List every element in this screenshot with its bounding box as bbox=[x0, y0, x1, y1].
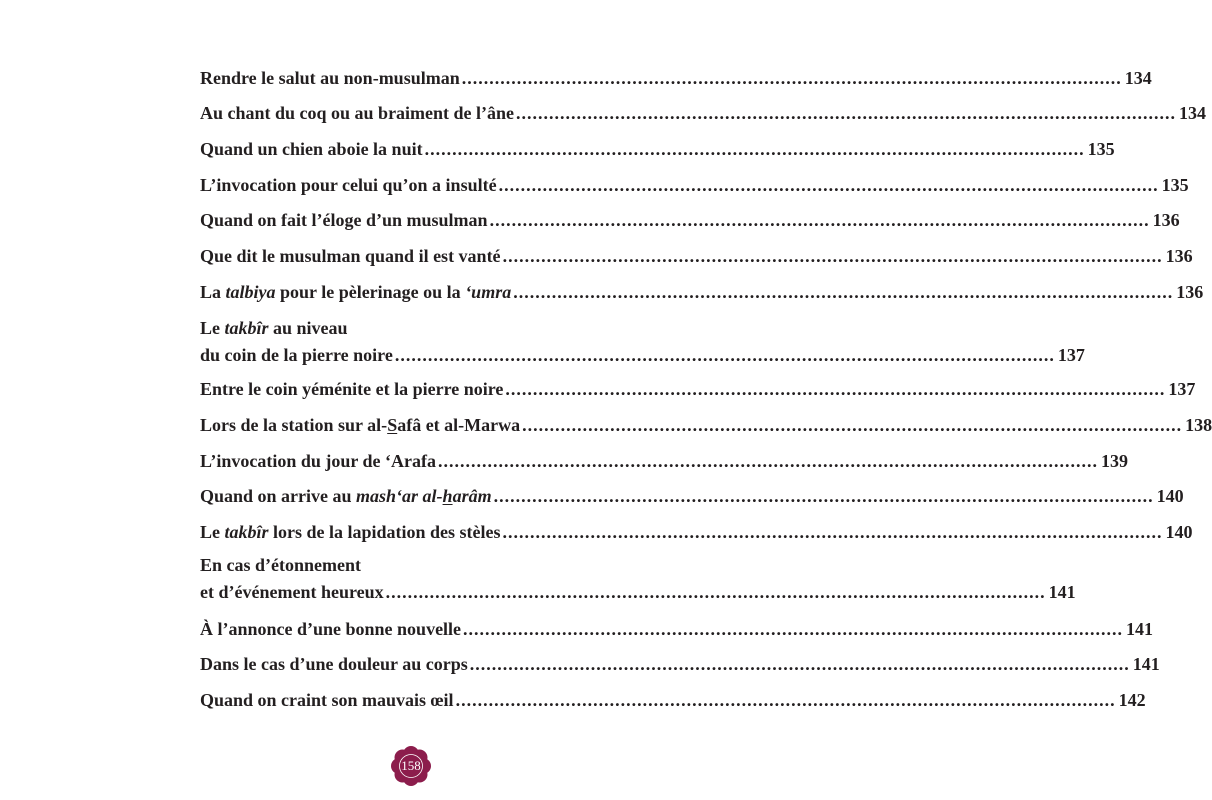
toc-entry-row bbox=[200, 485, 1184, 507]
title-segment: talbiya bbox=[225, 282, 276, 302]
toc-entry-title bbox=[200, 281, 511, 303]
dot-leader: ........................................................................................................................ bbox=[424, 139, 1085, 159]
dot-leader: ........................................................................................................................ bbox=[463, 619, 1124, 639]
toc-entry bbox=[200, 450, 1129, 472]
toc-entry-row bbox=[200, 209, 1180, 231]
title-segment: afâ et al-Marwa bbox=[397, 415, 521, 435]
toc-entry-row bbox=[200, 521, 1193, 543]
toc-entry-page: 136 bbox=[1176, 282, 1204, 302]
dot-leader: ........................................................................................................................ bbox=[513, 282, 1174, 302]
toc-entry-title bbox=[200, 245, 501, 267]
toc-entry bbox=[200, 554, 1076, 603]
dot-leader: ........................................................................................................................ bbox=[502, 246, 1163, 266]
dot-leader: ........................................................................................................................ bbox=[461, 68, 1122, 88]
toc-entry-row bbox=[200, 378, 1196, 400]
title-segment: En cas d’étonnement bbox=[200, 555, 361, 575]
title-segment: au niveau bbox=[268, 318, 348, 338]
toc-entry-page: 137 bbox=[1057, 345, 1085, 365]
toc-entry bbox=[200, 67, 1152, 89]
toc-entry-page: 134 bbox=[1179, 103, 1207, 123]
toc-entry-page: 141 bbox=[1126, 619, 1154, 639]
toc-entry-title bbox=[200, 581, 384, 603]
toc-entry-first-line bbox=[200, 317, 601, 339]
toc-entry-row bbox=[200, 67, 1152, 89]
toc-entry-row bbox=[200, 581, 1076, 603]
title-segment: Rendre le salut au non-musulman bbox=[200, 68, 460, 88]
toc-entry bbox=[200, 485, 1184, 507]
toc-entry-page: 140 bbox=[1165, 522, 1193, 542]
toc-entry-title bbox=[200, 67, 460, 89]
title-segment: ‘umra bbox=[465, 282, 512, 302]
title-segment: du coin de la pierre noire bbox=[200, 345, 393, 365]
dot-leader: ........................................................................................................................ bbox=[385, 582, 1046, 602]
dot-leader: ........................................................................................................................ bbox=[505, 379, 1166, 399]
title-segment: arâm bbox=[452, 486, 492, 506]
title-segment: Au chant du coq ou au braiment de l’âne bbox=[200, 103, 515, 123]
toc-entry-page: 140 bbox=[1156, 486, 1184, 506]
dot-leader: ........................................................................................................................ bbox=[522, 415, 1183, 435]
page-number-badge bbox=[390, 745, 432, 787]
toc-entry-page: 136 bbox=[1152, 210, 1180, 230]
dot-leader: ........................................................................................................................ bbox=[469, 654, 1130, 674]
toc-entry-page: 141 bbox=[1132, 654, 1160, 674]
dot-leader: ........................................................................................................................ bbox=[455, 690, 1116, 710]
title-segment: À l’annonce d’une bonne nouvelle bbox=[200, 619, 462, 639]
toc-entry-page: 137 bbox=[1168, 379, 1196, 399]
toc-entry-row bbox=[200, 174, 1189, 196]
toc-entry-row bbox=[200, 450, 1129, 472]
toc-entry bbox=[200, 378, 1196, 400]
title-segment: et d’événement heureux bbox=[200, 582, 384, 602]
toc-entry-page: 134 bbox=[1124, 68, 1152, 88]
title-segment: Que dit le musulman quand il est vanté bbox=[200, 246, 501, 266]
title-segment: takbîr bbox=[224, 318, 269, 338]
page-number: 158 bbox=[401, 758, 421, 773]
toc-entry bbox=[200, 414, 1212, 436]
toc-entry bbox=[200, 209, 1180, 231]
toc-entry-title bbox=[200, 618, 461, 640]
toc-entry-row bbox=[200, 618, 1154, 640]
toc-entry-first-line bbox=[200, 554, 601, 576]
dot-leader: ........................................................................................................................ bbox=[493, 486, 1154, 506]
dot-leader: ........................................................................................................................ bbox=[489, 210, 1150, 230]
toc-entry bbox=[200, 174, 1189, 196]
title-segment: Quand un chien aboie la nuit bbox=[200, 139, 423, 159]
toc-entry-title bbox=[200, 521, 501, 543]
toc-entry-row bbox=[200, 689, 1146, 711]
toc-entry-title bbox=[200, 450, 436, 472]
title-segment: Quand on fait l’éloge d’un musulman bbox=[200, 210, 488, 230]
toc-entry-row bbox=[200, 344, 1085, 366]
toc-entry-row bbox=[200, 102, 1207, 124]
title-segment: takbîr bbox=[224, 522, 269, 542]
title-segment: Quand on craint son mauvais œil bbox=[200, 690, 454, 710]
title-segment: Quand on arrive au bbox=[200, 486, 357, 506]
toc-entry-row bbox=[200, 138, 1115, 160]
title-segment: h bbox=[442, 486, 453, 506]
toc-entry-title bbox=[200, 138, 423, 160]
title-segment: La bbox=[200, 282, 226, 302]
dot-leader: ........................................................................................................................ bbox=[516, 103, 1177, 123]
toc-entry-page: 135 bbox=[1161, 175, 1189, 195]
dot-leader: ........................................................................................................................ bbox=[498, 175, 1159, 195]
toc-entry bbox=[200, 618, 1154, 640]
toc-entry bbox=[200, 653, 1160, 675]
toc-entry-page: 138 bbox=[1185, 415, 1212, 435]
title-segment: S bbox=[387, 415, 398, 435]
toc-entry-title bbox=[200, 174, 497, 196]
title-segment: pour le pèlerinage ou la bbox=[275, 282, 466, 302]
title-segment: Lors de la station sur al- bbox=[200, 415, 388, 435]
toc-entry-title bbox=[200, 344, 393, 366]
title-segment: Le bbox=[200, 522, 225, 542]
title-segment: Dans le cas d’une douleur au corps bbox=[200, 654, 468, 674]
toc-entry-page: 141 bbox=[1048, 582, 1076, 602]
toc-entry-page: 142 bbox=[1118, 690, 1146, 710]
toc-entry-row bbox=[200, 281, 1204, 303]
toc-entry bbox=[200, 245, 1193, 267]
dot-leader: ........................................................................................................................ bbox=[394, 345, 1055, 365]
title-segment: mash‘ar al- bbox=[356, 486, 443, 506]
title-segment: L’invocation pour celui qu’on a insulté bbox=[200, 175, 497, 195]
dot-leader: ........................................................................................................................ bbox=[502, 522, 1163, 542]
toc-entry bbox=[200, 138, 1115, 160]
toc-entry-title bbox=[200, 378, 503, 400]
toc-entry-row bbox=[200, 245, 1193, 267]
toc-entry-page: 139 bbox=[1101, 451, 1129, 471]
title-segment: Le bbox=[200, 318, 225, 338]
toc-entry-title bbox=[200, 414, 520, 436]
toc-entry-row bbox=[200, 414, 1212, 436]
toc-entry-row bbox=[200, 653, 1160, 675]
toc-entry bbox=[200, 102, 1207, 124]
toc-entry-title bbox=[200, 102, 514, 124]
title-segment: L’invocation du jour de ‘Arafa bbox=[200, 451, 437, 471]
toc-entry-page: 136 bbox=[1165, 246, 1193, 266]
toc-entry bbox=[200, 281, 1204, 303]
toc-entry-title bbox=[200, 653, 468, 675]
toc-entry bbox=[200, 317, 1085, 366]
dot-leader: ........................................................................................................................ bbox=[438, 451, 1099, 471]
toc-entry bbox=[200, 521, 1193, 543]
toc-entry-page: 135 bbox=[1087, 139, 1115, 159]
title-segment: lors de la lapidation des stèles bbox=[268, 522, 501, 542]
toc-entry bbox=[200, 689, 1146, 711]
toc-entry-title bbox=[200, 689, 454, 711]
title-segment: Entre le coin yéménite et la pierre noire bbox=[200, 379, 504, 399]
toc-entry-title bbox=[200, 209, 488, 231]
toc-entry-title bbox=[200, 485, 492, 507]
